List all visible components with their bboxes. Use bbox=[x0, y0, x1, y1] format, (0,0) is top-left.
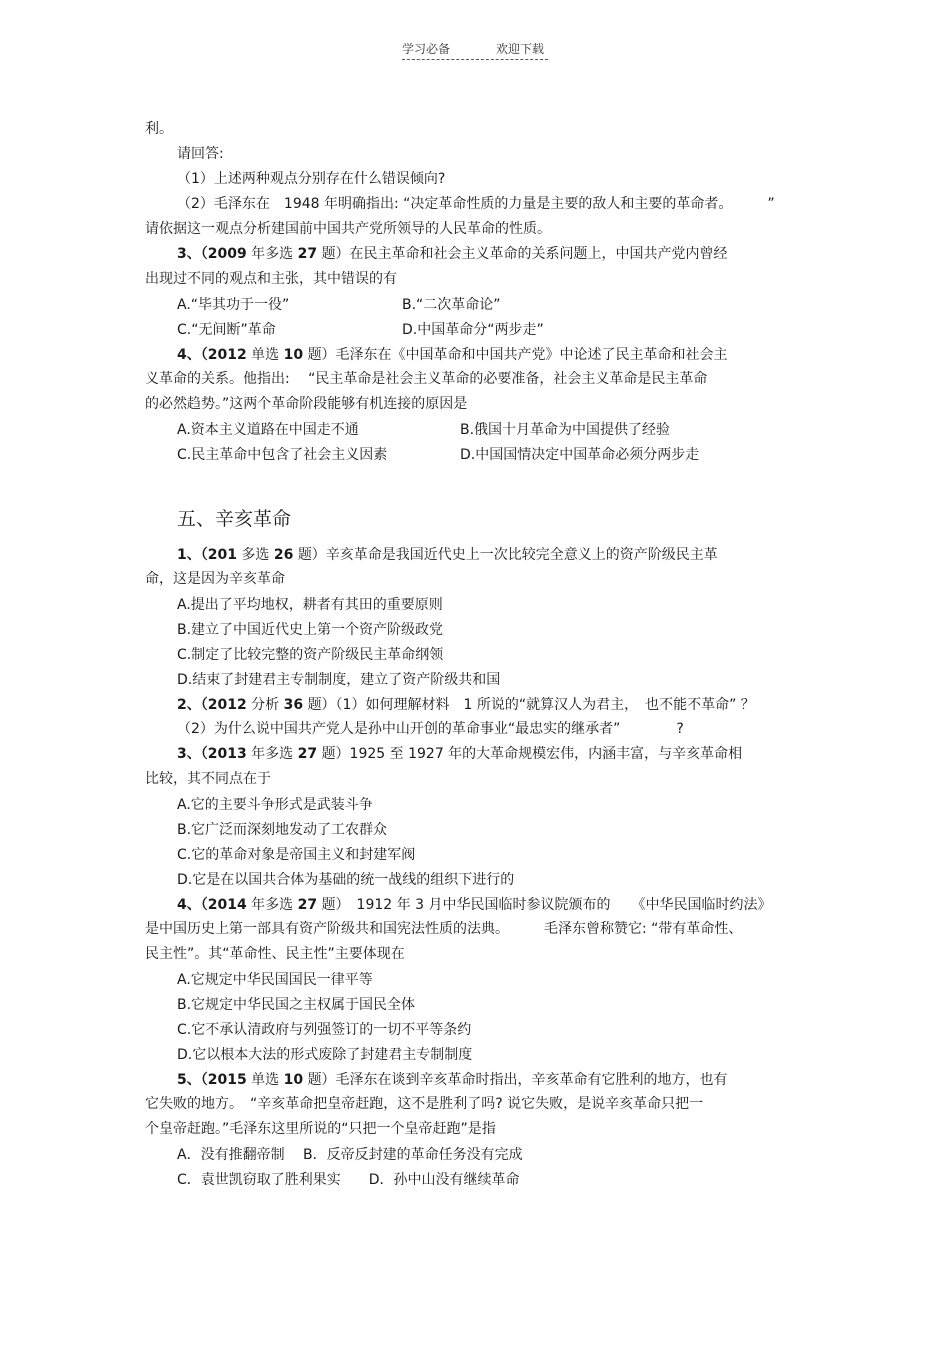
question-number: 3、（2009 bbox=[177, 246, 247, 262]
question-index: 10 bbox=[283, 347, 304, 363]
question-type: 年多选 bbox=[251, 746, 294, 762]
question-number: 4、（2012 bbox=[177, 347, 247, 363]
text-line: 出现过不同的观点和主张，其中错误的有 bbox=[145, 271, 397, 287]
option-a: A.资本主义道路在中国走不通 bbox=[177, 422, 359, 438]
question-stem: 题）在民主革命和社会主义革命的关系问题上，中国共产党内曾经 bbox=[321, 246, 728, 262]
option-a: A.它的主要斗争形式是武装斗争 bbox=[177, 797, 373, 813]
header-right: 欢迎下载 bbox=[495, 42, 544, 56]
question-number: 4、（2014 bbox=[177, 897, 247, 913]
text-line: 命，这是因为辛亥革命 bbox=[145, 571, 285, 587]
option-a: A.它规定中华民国国民一律平等 bbox=[177, 972, 373, 988]
text-line: 请回答: bbox=[177, 146, 224, 162]
options-cd: C．袁世凯窃取了胜利果实 D．孙中山没有继续革命 bbox=[177, 1172, 520, 1188]
page-header bbox=[402, 40, 548, 60]
option-b: B.“二次革命论” bbox=[402, 297, 501, 313]
text-line: （1）上述两种观点分别存在什么错误倾向? bbox=[177, 171, 446, 187]
question-type: 多选 bbox=[241, 547, 270, 563]
question-stem: 题）辛亥革命是我国近代史上一次比较完全意义上的资产阶级民主革 bbox=[297, 547, 718, 563]
option-d: D.它是在以国共合体为基础的统一战线的组织下进行的 bbox=[177, 872, 515, 888]
option-b: B.它广泛而深刻地发动了工农群众 bbox=[177, 822, 388, 838]
option-a: A.提出了平均地权，耕者有其田的重要原则 bbox=[177, 597, 443, 613]
text-line: 利。 bbox=[145, 121, 173, 137]
option-c: C.制定了比较完整的资产阶级民主革命纲领 bbox=[177, 647, 444, 663]
question-s5 bbox=[177, 1071, 728, 1089]
option-a: A.“毕其功于一役” bbox=[177, 297, 290, 313]
question-index: 27 bbox=[297, 897, 318, 913]
question-type: 年多选 bbox=[251, 246, 294, 262]
option-b: B.它规定中华民国之主权属于国民全体 bbox=[177, 997, 416, 1013]
section-title: 五、辛亥革命 bbox=[177, 508, 292, 530]
question-stem: 题）毛泽东在谈到辛亥革命时指出，辛亥革命有它胜利的地方，也有 bbox=[307, 1072, 728, 1088]
text-line: 义革命的关系。他指出: “民主革命是社会主义革命的必要准备，社会主义革命是民主革命 bbox=[145, 371, 708, 387]
question-stem: 题）毛泽东在《中国革命和中国共产党》中论述了民主革命和社会主 bbox=[307, 347, 728, 363]
question-type: 年多选 bbox=[251, 897, 294, 913]
question-index: 10 bbox=[283, 1072, 304, 1088]
question-stem: 题） 1912 年 3 月中华民国临时参议院颁布的 《中华民国临时约法》 bbox=[321, 897, 772, 913]
text-line: 它失败的地方。 “辛亥革命把皇帝赶跑，这不是胜利了吗? 说它失败，是说辛亥革命只把一 bbox=[145, 1096, 704, 1112]
text-line: （2）为什么说中国共产党人是孙中山开创的革命事业“最忠实的继承者” ? bbox=[177, 721, 684, 737]
question-type: 单选 bbox=[251, 347, 280, 363]
question-4 bbox=[177, 346, 728, 364]
option-d: D.中国革命分“两步走” bbox=[402, 322, 544, 338]
option-c: C.民主革命中包含了社会主义因素 bbox=[177, 447, 388, 463]
question-number: 5、（2015 bbox=[177, 1072, 247, 1088]
question-s3 bbox=[177, 745, 742, 763]
option-b: B.建立了中国近代史上第一个资产阶级政党 bbox=[177, 622, 444, 638]
option-b: B.俄国十月革命为中国提供了经验 bbox=[460, 422, 671, 438]
question-index: 26 bbox=[273, 547, 294, 563]
option-c: C.它的革命对象是帝国主义和封建军阀 bbox=[177, 847, 416, 863]
text-line: 是中国历史上第一部具有资产阶级共和国宪法性质的法典。 毛泽东曾称赞它: “带有革命性、 bbox=[145, 921, 743, 937]
option-d: D.结束了封建君主专制制度，建立了资产阶级共和国 bbox=[177, 672, 501, 688]
option-c: C.它不承认清政府与列强签订的一切不平等条约 bbox=[177, 1022, 472, 1038]
question-s4 bbox=[177, 896, 771, 914]
question-index: 27 bbox=[297, 246, 318, 262]
question-stem: 题）1925 至 1927 年的大革命规模宏伟，内涵丰富，与辛亥革命相 bbox=[321, 746, 743, 762]
option-c: C.“无间断”革命 bbox=[177, 322, 276, 338]
option-d: D.它以根本大法的形式废除了封建君主专制制度 bbox=[177, 1047, 473, 1063]
question-s1 bbox=[177, 546, 718, 564]
header-left: 学习必备 bbox=[402, 42, 451, 56]
question-3 bbox=[177, 245, 728, 263]
question-s2 bbox=[177, 696, 755, 714]
text-line: 比较，其不同点在于 bbox=[145, 771, 271, 787]
text-line: 个皇帝赶跑。”毛泽东这里所说的“只把一个皇帝赶跑”是指 bbox=[145, 1121, 496, 1137]
question-type: 分析 bbox=[251, 697, 280, 713]
question-stem: 题）（1）如何理解材料 1 所说的“就算汉人为君主， 也不能不革命” ？ bbox=[307, 697, 755, 713]
question-index: 27 bbox=[297, 746, 318, 762]
question-type: 单选 bbox=[251, 1072, 280, 1088]
question-number: 3、（2013 bbox=[177, 746, 247, 762]
text-line: （2）毛泽东在 1948 年明确指出: “决定革命性质的力量是主要的敌人和主要的革命者。 ” bbox=[177, 196, 775, 212]
option-d: D.中国国情决定中国革命必须分两步走 bbox=[460, 447, 700, 463]
text-line: 民主性”。其“革命性、民主性”主要体现在 bbox=[145, 946, 405, 962]
text-line: 的必然趋势。”这两个革命阶段能够有机连接的原因是 bbox=[145, 396, 468, 412]
question-number: 2、（2012 bbox=[177, 697, 247, 713]
question-number: 1、（201 bbox=[177, 547, 237, 563]
question-index: 36 bbox=[283, 697, 304, 713]
options-ab: A．没有推翻帝制 B．反帝反封建的革命任务没有完成 bbox=[177, 1147, 523, 1163]
text-line: 请依据这一观点分析建国前中国共产党所领导的人民革命的性质。 bbox=[145, 221, 551, 237]
